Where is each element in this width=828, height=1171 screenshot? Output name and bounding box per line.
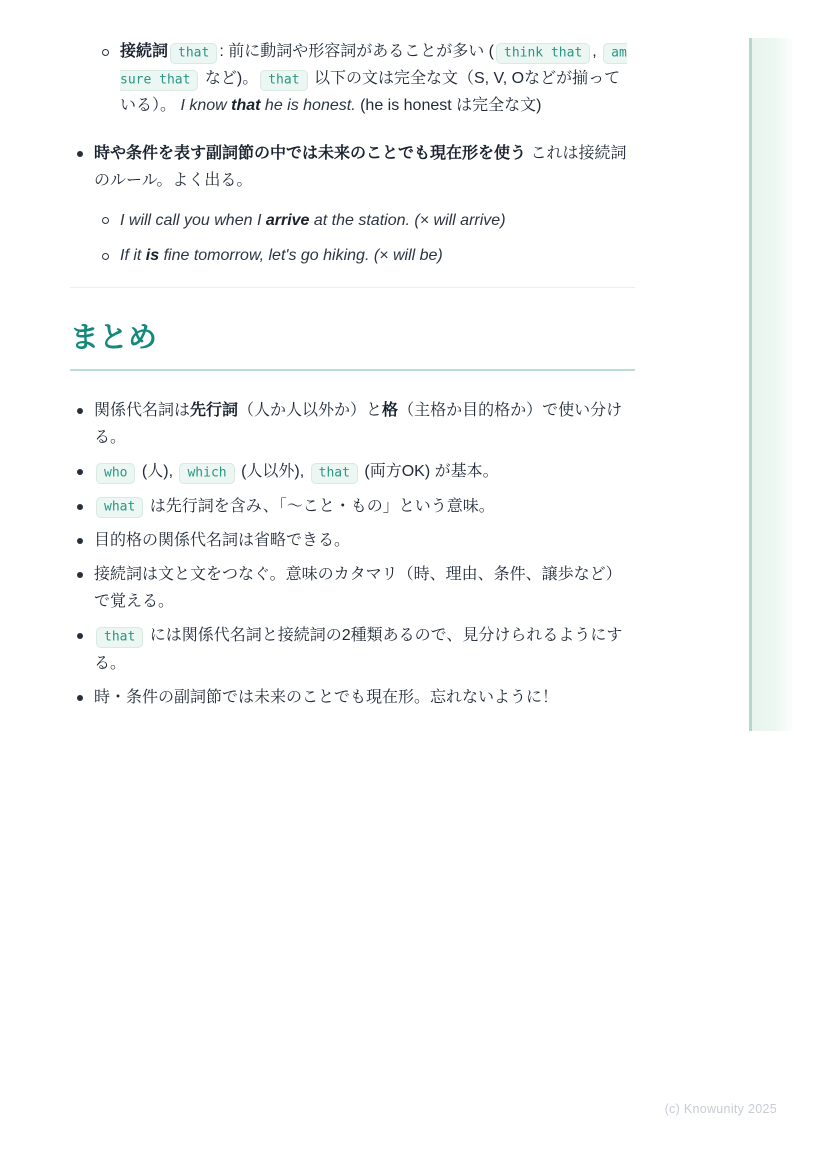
- text-segment: (he is honest は完全な文): [355, 97, 542, 115]
- inline-code-badge: that: [170, 43, 217, 64]
- italic-text: (× will be): [369, 247, 443, 265]
- inline-code-badge: am sure that: [120, 43, 627, 91]
- conjunction-sublist: [70, 38, 635, 120]
- bold-italic-text: that: [231, 97, 261, 115]
- text-segment: には関係代名詞と接続詞の2種類あるので、見分けられるようにする。: [94, 627, 623, 672]
- side-panel-edge: [749, 38, 792, 731]
- text-segment: 以下の文は完全な文（S, V, Oなどが揃っている）。: [120, 70, 621, 115]
- italic-text: (× will arrive): [409, 211, 506, 229]
- list-item: [70, 397, 635, 451]
- list-item: [94, 242, 635, 269]
- text-segment: (人),: [137, 463, 178, 481]
- content-column: [70, 38, 635, 718]
- text-segment: 接続詞は文と文をつなぐ。意味のカタマリ（時、理由、条件、譲歩など）で覚える。: [94, 566, 622, 611]
- summary-heading: まとめ: [70, 321, 635, 371]
- list-item: [70, 493, 635, 520]
- text-segment: 目的格の関係代名詞は省略できる。: [94, 531, 351, 549]
- list-item: [70, 684, 635, 711]
- italic-text: If it: [120, 247, 146, 265]
- list-item: [70, 458, 635, 485]
- list-item: [70, 622, 635, 676]
- bold-text: 先行詞: [190, 402, 239, 420]
- inline-code-badge: think that: [496, 43, 590, 64]
- list-item: [70, 527, 635, 554]
- example-sublist: [94, 207, 635, 269]
- text-segment: : 前に動詞や形容詞があることが多い (: [219, 43, 494, 60]
- text-segment: 関係代名詞は: [94, 402, 191, 420]
- italic-text: I know: [180, 97, 232, 115]
- text-segment: これは接続詞のルール。よく出る。: [94, 144, 627, 189]
- inline-code-badge: that: [260, 70, 307, 91]
- list-item: [70, 561, 635, 615]
- bold-italic-text: is: [145, 247, 160, 265]
- italic-text: fine tomorrow, let's go hiking.: [159, 247, 370, 265]
- inline-code-badge: that: [311, 463, 358, 484]
- text-segment: (両方OK) が基本。: [359, 463, 499, 481]
- inline-code-badge: that: [96, 627, 143, 648]
- bold-text: 時や条件を表す副詞節の中では未来のことでも現在形を使う: [94, 144, 527, 162]
- text-segment: (人以外),: [236, 463, 309, 481]
- bold-italic-text: arrive: [265, 211, 310, 229]
- list-item: [70, 38, 635, 120]
- section-divider: [70, 287, 635, 288]
- inline-code-badge: who: [96, 463, 135, 484]
- text-segment: は先行詞を含み、「〜こと・もの」という意味。: [145, 497, 495, 515]
- text-segment: など)。: [200, 70, 259, 88]
- list-item: [70, 140, 635, 270]
- footer-copyright: (c) Knowunity 2025: [664, 1102, 777, 1116]
- inline-code-badge: which: [179, 463, 234, 484]
- text-segment: （主格か目的格か）で使い分ける。: [94, 402, 623, 447]
- text-segment: ,: [592, 43, 602, 60]
- text-segment: 時・条件の副詞節では未来のことでも現在形。忘れないように！: [94, 688, 559, 706]
- italic-text: he is honest.: [260, 97, 356, 115]
- italic-text: at the station.: [309, 211, 410, 229]
- summary-list: [70, 397, 635, 711]
- text-segment: （人か人以外か）と: [238, 402, 383, 420]
- tense-rule-list: [70, 140, 635, 270]
- inline-code-badge: what: [96, 497, 143, 518]
- bold-text: 接続詞: [120, 43, 169, 60]
- italic-text: I will call you when I: [120, 211, 266, 229]
- list-item: [94, 207, 635, 234]
- bold-text: 格: [382, 402, 399, 420]
